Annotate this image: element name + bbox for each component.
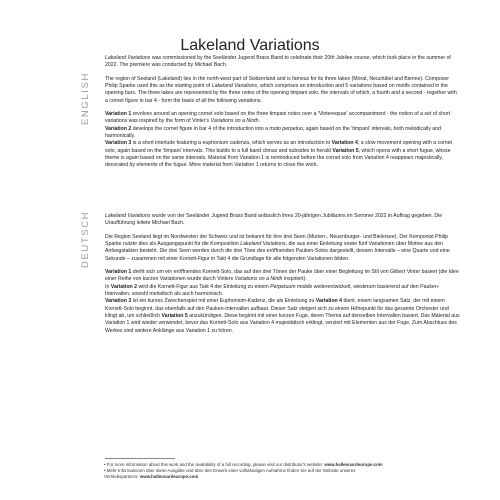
english-paragraph-3 [105, 111, 460, 169]
text: , again based on the 'timpani' intervals, both melodically and harmonically. [105, 125, 441, 140]
variation-1-label: Variation 1 [105, 111, 132, 118]
variation-3-label: Variation 3 [105, 140, 132, 147]
distributor-link[interactable]: www.halleonardeurope.com [139, 473, 199, 479]
english-paragraph-1 [105, 55, 460, 70]
page-title: Lakeland Variations [180, 36, 320, 54]
footnotes [104, 462, 474, 479]
variation-5-label: Variation 5 [161, 312, 188, 319]
deutsch-paragraph-3 [105, 269, 460, 335]
distributor-link[interactable]: www.halleonardeurope.com [324, 462, 383, 467]
footnote-deutsch-continued [104, 474, 474, 480]
deutsch-section [105, 213, 460, 341]
variation-2-label: Variation 2 [105, 125, 132, 132]
text: , which comprises an introduction and 5 variations based on motifs contained in the opening bars. The three lakes are represented by the three notes of the opening timpani solo, the intervals of which, a fourth and a second - together with a cornet figure in bar 4 - form the basis of all the following variations. [105, 83, 457, 104]
language-label-english: ENGLISH [80, 72, 91, 125]
text: In [105, 283, 111, 290]
deutsch-paragraph-1 [105, 213, 460, 228]
work-title-italic: Lakeland Variations [105, 213, 151, 219]
work-title-italic: Lakeland Variations [211, 83, 258, 90]
english-section [105, 55, 460, 176]
text: develops the cornet figure in bar 4 of the introduction into a [131, 125, 270, 132]
language-label-deutsch: DEUTSCH [80, 210, 91, 268]
text: , a slow movement opening with a cornet solo, again based on the 'timpani' intervals. This builds to a full band climax and subsides to herald [105, 140, 452, 154]
variation-3-label: Variation 3 [105, 298, 132, 305]
text: anzukündigen. Diese beginnt mit einer kurzen Fuge, deren Thema auf denselben Intervallen basiert. Das Material aus Variation 1 wird wieder verwendet, bevor das Kornett-Solo aus Variation 4 majestätisch erklingt, verziert mit Elementen aus der Fuge. Zum Abschluss des Werkes sind weitere Anklänge aus Variation 1 zu hören. [105, 312, 460, 334]
text: ist ein kurzes Zwischenspiel mit einer Euphonium-Kadenz, die als Einleitung zu [131, 298, 316, 305]
text: . [258, 118, 260, 125]
text: Die Region Seeland liegt im Nordwesten der Schweiz und ist bekannt für ihre drei Seen (Murten-, Neuenburger- und Bielersee). Der Komponist Philip Sparke nutzte dies als Ausgangspunkt für die Komposition [105, 233, 448, 248]
work-title-italic: Lakeland Variations [240, 241, 286, 248]
text: , which opens with a short fugue, whose theme is again based on the same intervals. Material from Variation 1 is reintroduced before the cornet solo from Variation 4 reappears majestically, decorated by elements of the fugue. More material from Variation 1 returns to close the work. [105, 147, 451, 169]
variation-1-label: Variation 1 [105, 269, 132, 276]
footnote-divider [105, 458, 175, 459]
text: wurde von der Seeländer Jugend Brass Band anlässlich ihres 20-jährigen Jubiläums im Sommer 2022 in Auftrag gegeben. Die Uraufführung leitete Michael Bach. [105, 213, 443, 227]
footnote-deutsch: • Mehr Informationen über diese Ausgabe und über den Erwerb einer vollständigen Aufnahme finden Sie auf der Website unseres [104, 467, 356, 473]
italic-text: Variations on a Ninth [210, 118, 259, 125]
variation-5-label: Variation 5 [332, 147, 359, 154]
text: The region of Seeland (Lakeland) lies in the north-west part of Switzerland and is famous for its three lakes (Morat, Neuchâtel and Bienne). Composer Philip Sparke used this as the starting point of [105, 75, 449, 90]
text: revolves around an opening cornet solo based on the three timpani notes over a 'Vintereqsue' accompaniment - the notion of a set of short variations was inspired by the form of Vinter's [105, 111, 451, 125]
italic-text: Perpetuum mobile [270, 283, 313, 290]
variation-4-label: Variation 4 [315, 298, 343, 305]
italic-text: moto perpetuo [269, 125, 303, 132]
text: Vertriebspartners: [104, 473, 140, 479]
work-title-italic: Lakeland Variations [105, 55, 151, 61]
text: was commissioned by the Seeländer Jugend Brass Band to celebrate their 20th Jubilee course, which took place in the summer of 2022. The premiere was conducted by Michael Bach. [105, 55, 451, 69]
variation-2-label: Variation 2 [110, 283, 138, 290]
text: dient, einem langsamen Satz, der mit einem Kornett-Solo beginnt, das ebenfalls auf den Pauken-Intervallen aufbaut. Dieser Satz steigert sich zu einem Höhepunkt für das gesamte Orchester und klingt ab, um schließlich [105, 298, 449, 319]
text: , die aus einer Einleitung sowie fünf Variationen über Motive aus den Anfangstakten besteht. Die drei Seen werden durch die drei Töne des eröffnenden Pauken-Solos dargestellt, dessen Intervalle – eine Quarte und eine Sekunde – zusammen mit einer Kornett-Figur in Takt 4 die Grundlage für alle folgenden Variationen bilden. [105, 241, 450, 262]
text: weiterentwickelt, wiederum basierend auf den Pauken-Intervallen, sowohl melodisch als auch harmonisch. [105, 283, 440, 298]
text: is a short interlude featuring a euphonium cadenza, which serves as an introduction to [131, 140, 332, 147]
english-paragraph-2 [105, 76, 460, 105]
variation-4-label: Variation 4 [331, 140, 358, 147]
text: dreht sich um ein eröffnendes Kornett-Solo, das auf den drei Tönen der Pauke über einer Begleitung im Stil von Gilbert Vinter basiert (die Idee einer Reihe von kurzen Variationen wurde durch Vinters [105, 269, 459, 283]
deutsch-paragraph-2 [105, 234, 460, 263]
text: inspiriert). [282, 276, 307, 283]
italic-text: Variations on a Ninth [234, 276, 283, 283]
text: wird die Kornett-Figur aus Takt 4 der Einleitung zu einem [137, 283, 271, 290]
text: • For more information about this work and the availability of a full recording, please visit our distributor's website: [104, 462, 325, 467]
